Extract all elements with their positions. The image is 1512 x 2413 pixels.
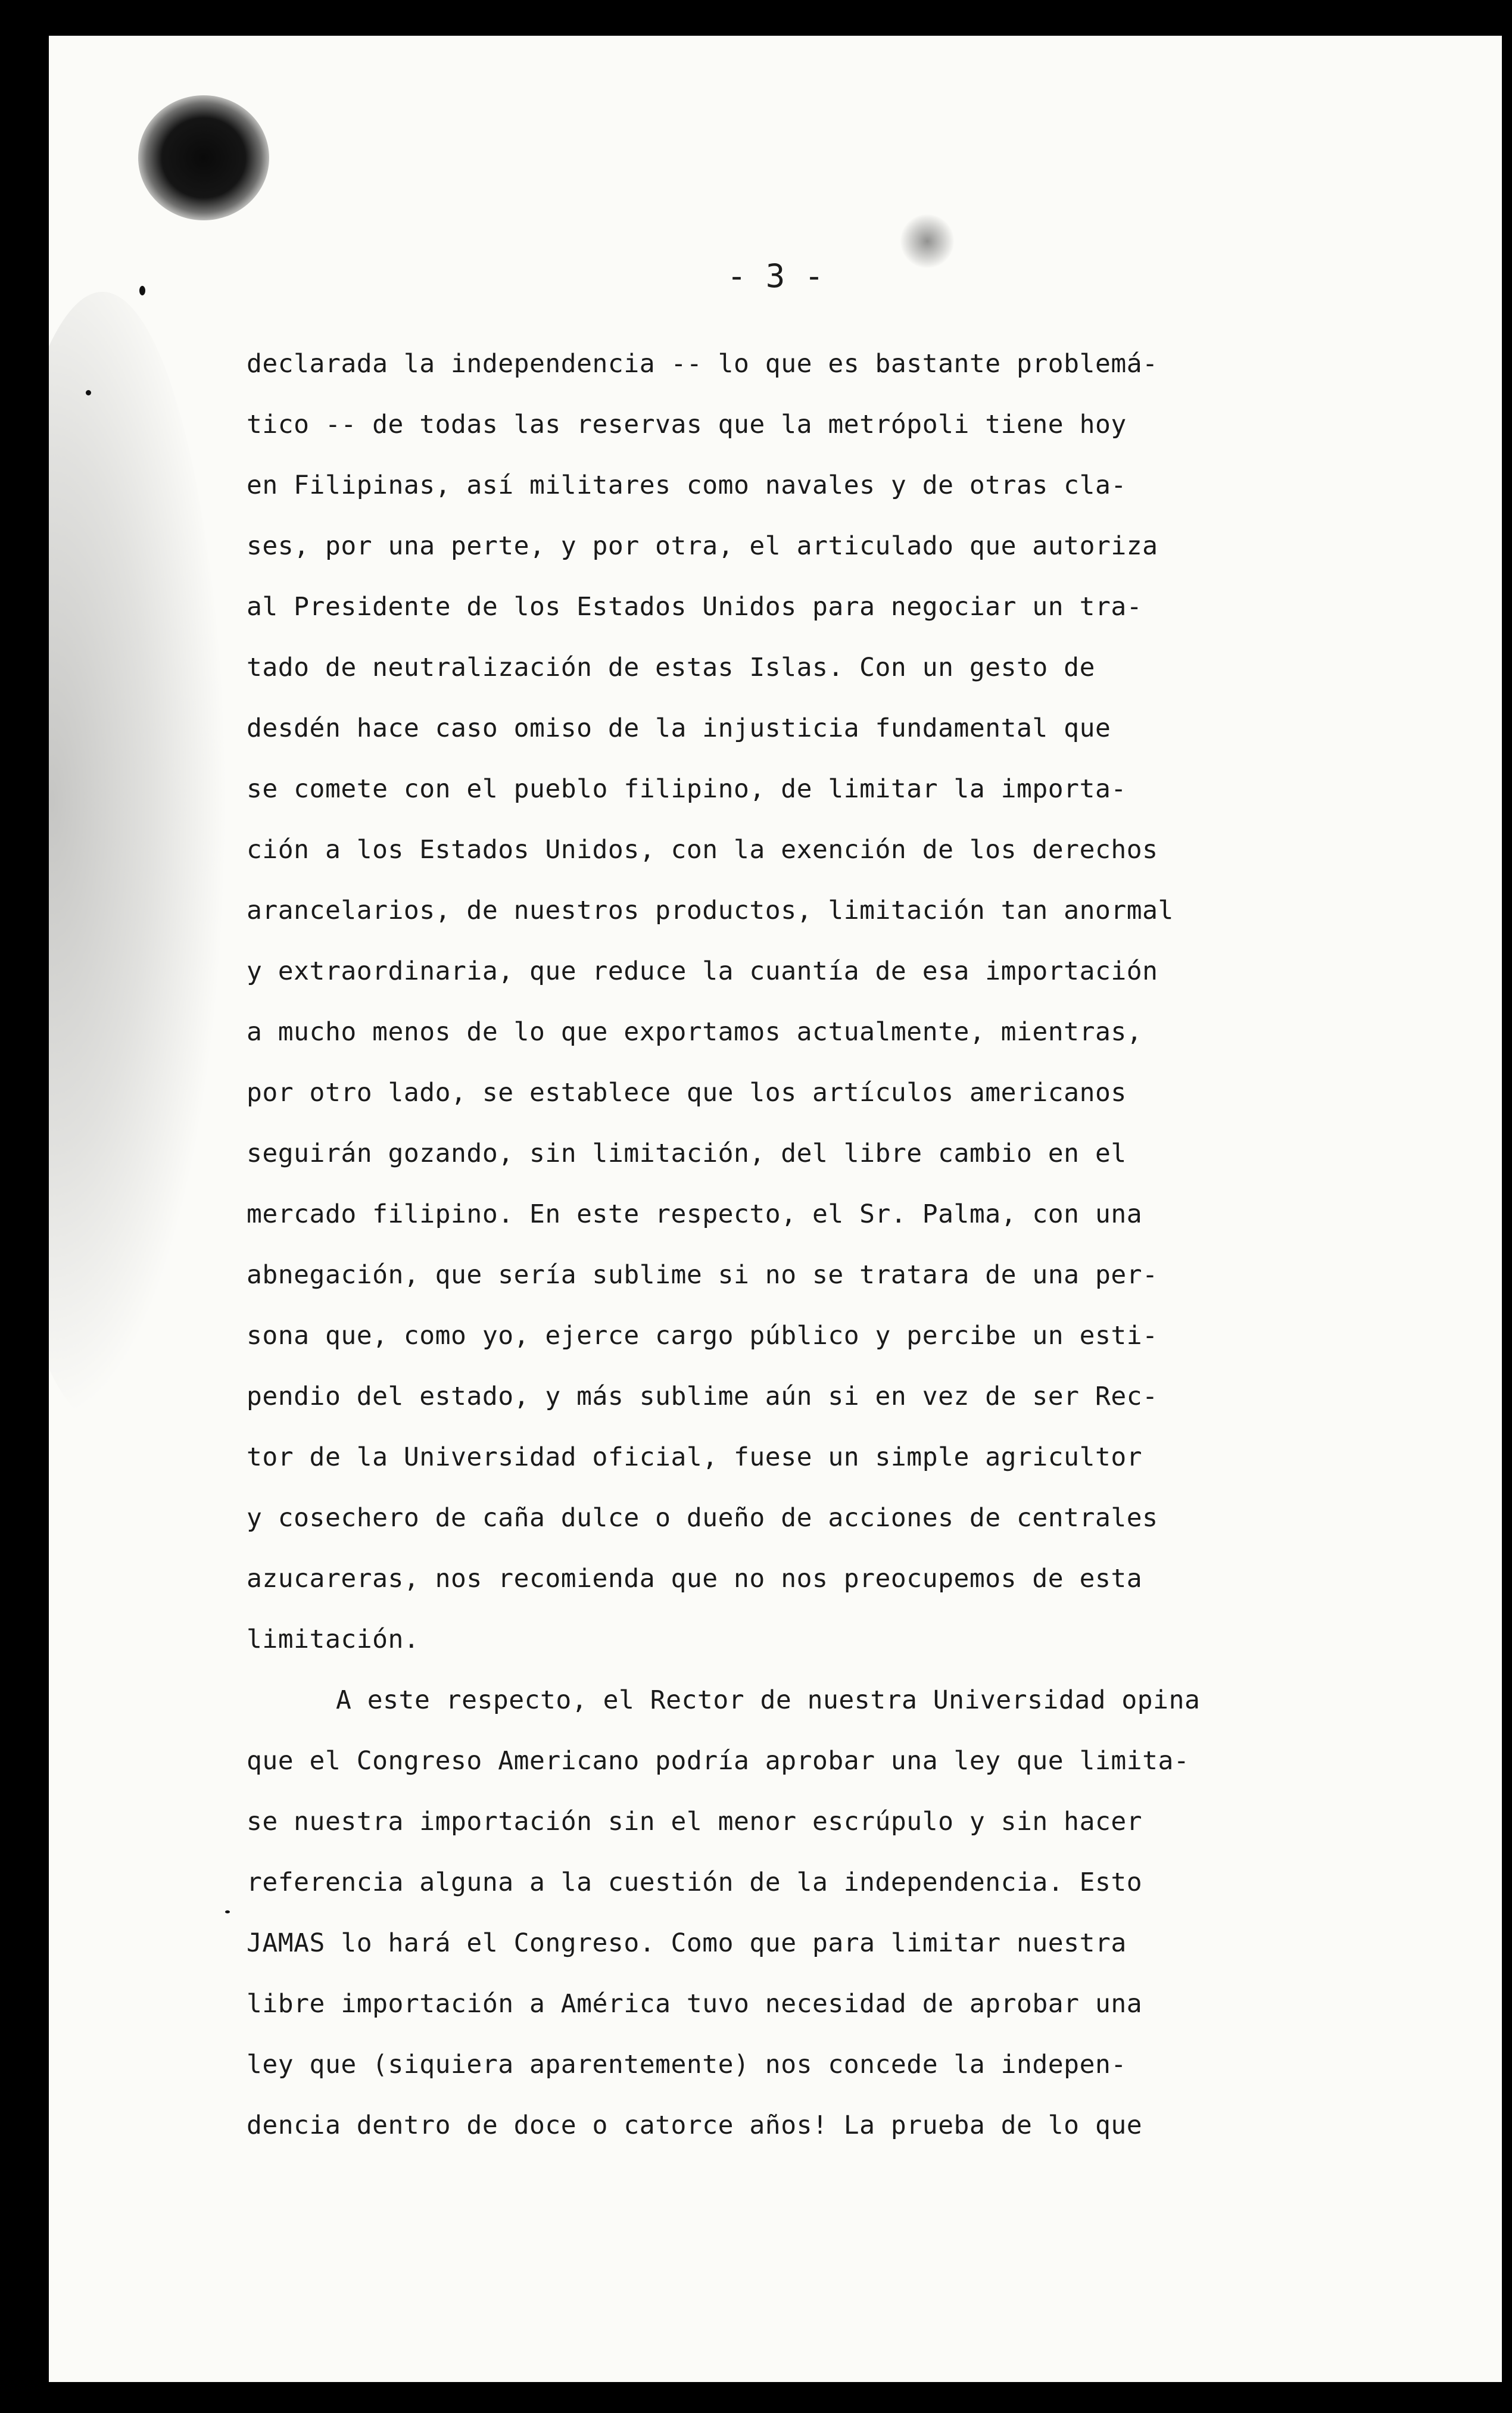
text-line: arancelarios, de nuestros productos, limitación tan anormal [247, 896, 1174, 925]
text-line: desdén hace caso omiso de la injusticia fundamental que [247, 713, 1111, 743]
text-line: sona que, como yo, ejerce cargo público y percibe un esti- [247, 1321, 1158, 1351]
text-line: libre importación a América tuvo necesidad de aprobar una [247, 1989, 1143, 2019]
text-line: tor de la Universidad oficial, fuese un simple agricultor [247, 1442, 1143, 1472]
text-line: en Filipinas, así militares como navales y de otras cla- [247, 470, 1127, 500]
text-line: abnegación, que sería sublime si no se tratara de una per- [247, 1260, 1158, 1290]
paragraph [247, 1670, 1378, 2156]
text-line: azucareras, nos recomienda que no nos preocupemos de esta [247, 1564, 1143, 1594]
text-line: referencia alguna a la cuestión de la independencia. Esto [247, 1868, 1143, 1897]
document-page [49, 36, 1502, 2382]
text-line: y extraordinaria, que reduce la cuantía de esa importación [247, 956, 1158, 986]
text-line: que el Congreso Americano podría aprobar una ley que limita- [247, 1746, 1190, 1776]
body-text [247, 333, 1378, 2156]
text-line: y cosechero de caña dulce o dueño de acciones de centrales [247, 1503, 1158, 1533]
ink-blot [138, 95, 269, 220]
text-line: seguirán gozando, sin limitación, del libre cambio en el [247, 1139, 1127, 1168]
text-line: mercado filipino. En este respecto, el Sr. Palma, con una [247, 1199, 1143, 1229]
text-line: tado de neutralización de estas Islas. Con un gesto de [247, 653, 1095, 682]
text-line: al Presidente de los Estados Unidos para negociar un tra- [247, 592, 1143, 622]
text-line: pendio del estado, y más sublime aún si en vez de ser Rec- [247, 1382, 1158, 1411]
text-line: a mucho menos de lo que exportamos actualmente, mientras, [247, 1017, 1143, 1047]
text-line: JAMAS lo hará el Congreso. Como que para limitar nuestra [247, 1928, 1127, 1958]
page-number: - 3 - [727, 257, 824, 295]
text-line: limitación. [247, 1625, 420, 1654]
text-line: ción a los Estados Unidos, con la exención de los derechos [247, 835, 1158, 865]
text-line: tico -- de todas las reservas que la metrópoli tiene hoy [247, 410, 1127, 439]
text-line: ses, por una perte, y por otra, el articulado que autoriza [247, 531, 1158, 561]
text-line: ley que (siquiera aparentemente) nos concede la indepen- [247, 2050, 1127, 2080]
text-line: se nuestra importación sin el menor escrúpulo y sin hacer [247, 1807, 1143, 1837]
ink-speck [86, 390, 91, 395]
paragraph [247, 333, 1378, 1670]
text-line: declarada la independencia -- lo que es bastante problemá- [247, 349, 1158, 379]
text-line: dencia dentro de doce o catorce años! La prueba de lo que [247, 2110, 1143, 2140]
text-line: se comete con el pueblo filipino, de limitar la importa- [247, 774, 1127, 804]
text-line: A este respecto, el Rector de nuestra Universidad opina [336, 1685, 1201, 1715]
water-stain [49, 292, 227, 1423]
ink-speck [225, 1910, 230, 1913]
text-line: por otro lado, se establece que los artículos americanos [247, 1078, 1127, 1108]
